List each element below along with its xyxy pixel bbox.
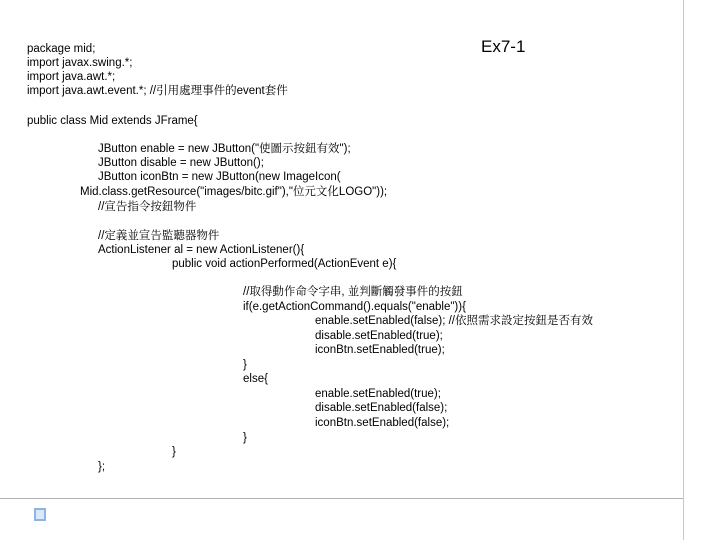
code-line: //宣告指令按鈕物件 [98, 201, 197, 213]
code-line: import javax.swing.*; [27, 57, 133, 69]
code-line: iconBtn.setEnabled(true); [315, 344, 445, 356]
code-line: } [172, 446, 176, 458]
code-line: Mid.class.getResource("images/bitc.gif"),"位元文化LOGO")); [80, 186, 388, 198]
code-line: if(e.getActionCommand().equals("enable")){ [243, 301, 466, 313]
code-line: iconBtn.setEnabled(false); [315, 417, 450, 429]
code-line: else{ [243, 373, 268, 385]
code-line: } [243, 359, 247, 371]
code-line: JButton enable = new JButton("使圖示按鈕有效"); [98, 143, 351, 155]
square-bullet-icon [34, 508, 46, 521]
code-line: }; [98, 461, 106, 473]
code-line: public void actionPerformed(ActionEvent e){ [172, 258, 397, 270]
code-line: disable.setEnabled(false); [315, 402, 448, 414]
code-line: //定義並宣告監聽器物件 [98, 230, 220, 242]
code-line: //取得動作命令字串, 並判斷觸發事件的按鈕 [243, 286, 463, 298]
slide-title: Ex7-1 [481, 37, 526, 56]
code-line: JButton iconBtn = new JButton(new ImageIcon( [98, 171, 341, 183]
code-line: enable.setEnabled(false); //依照需求設定按鈕是否有效 [315, 315, 594, 327]
code-line: disable.setEnabled(true); [315, 330, 443, 342]
code-line: public class Mid extends JFrame{ [27, 115, 198, 127]
code-line: import java.awt.*; [27, 71, 116, 83]
code-line: package mid; [27, 43, 96, 55]
code-line: } [243, 432, 247, 444]
divider-horizontal [0, 498, 683, 499]
code-line: import java.awt.event.*; //引用處理事件的event套件 [27, 85, 288, 97]
code-line: ActionListener al = new ActionListener(){ [98, 244, 305, 256]
divider-vertical [683, 0, 684, 540]
code-line: JButton disable = new JButton(); [98, 157, 264, 169]
code-line: enable.setEnabled(true); [315, 388, 441, 400]
